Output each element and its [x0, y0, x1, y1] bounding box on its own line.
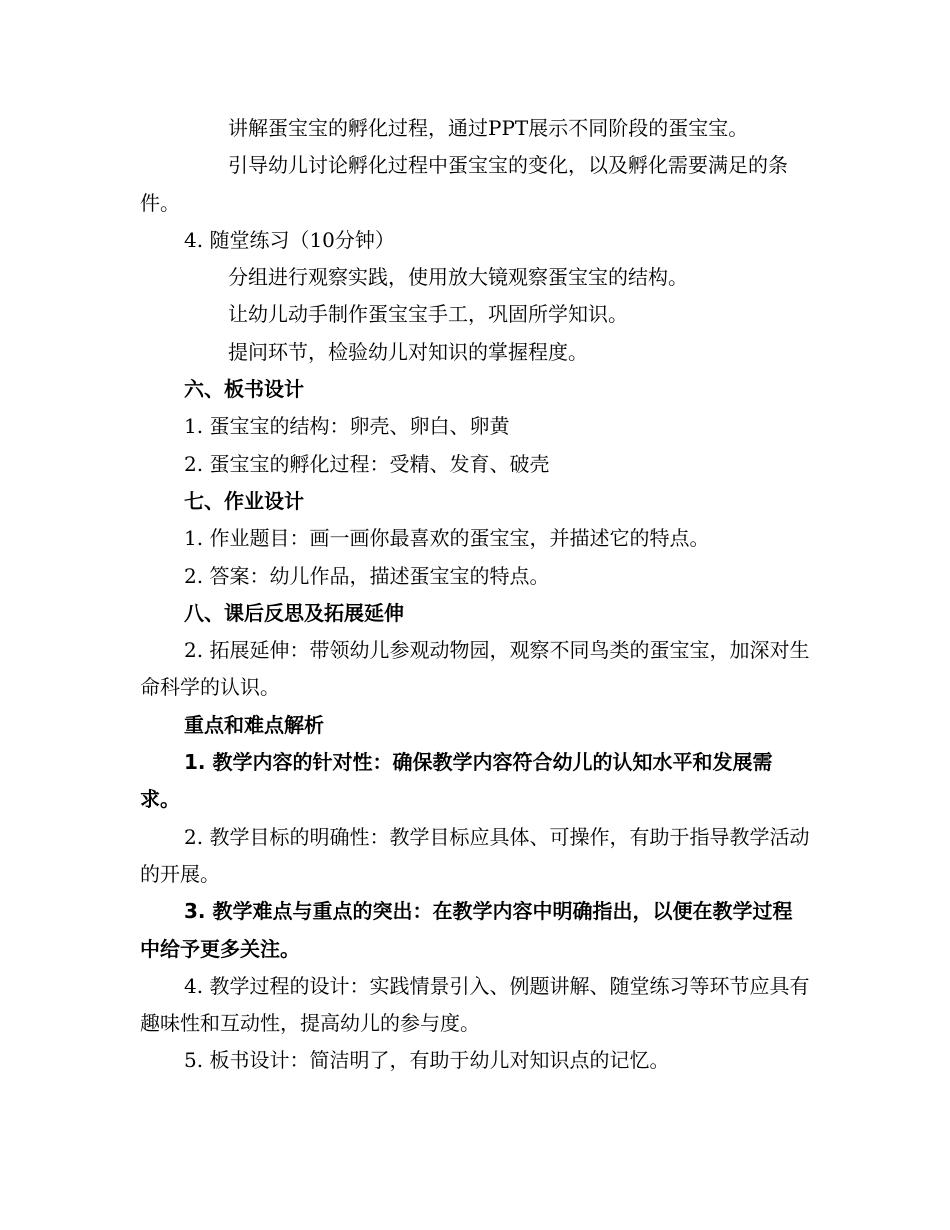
- paragraph-hatching-ppt: 讲解蛋宝宝的孵化过程，通过PPT展示不同阶段的蛋宝宝。: [228, 116, 749, 140]
- paragraph-practice-questions: 提问环节，检验幼儿对知识的掌握程度。: [228, 339, 588, 364]
- item-key-point-1: 1. 教学内容的针对性：确保教学内容符合幼儿的认知水平和发展需求。: [140, 750, 773, 812]
- item-key-point-3: 3. 教学难点与重点的突出：在教学内容中明确指出，以便在教学过程中给予更多关注。: [140, 899, 793, 961]
- item-reflection-extension: 2. 拓展延伸：带领幼儿参观动物园，观察不同鸟类的蛋宝宝，加深对生命科学的认识。: [140, 638, 810, 700]
- section-heading-homework: 七、作业设计: [184, 488, 304, 513]
- item-key-point-5: 5. 板书设计：简洁明了，有助于幼儿对知识点的记忆。: [184, 1048, 670, 1073]
- item-key-point-4: 4. 教学过程的设计：实践情景引入、例题讲解、随堂练习等环节应具有趣味性和互动性，提高幼儿的参与度。: [140, 973, 810, 1036]
- item-homework-answer: 2. 答案：幼儿作品，描述蛋宝宝的特点。: [184, 563, 550, 588]
- paragraph-hatching-discussion: 引导幼儿讨论孵化过程中蛋宝宝的变化，以及孵化需要满足的条件。: [140, 153, 788, 215]
- section-heading-blackboard: 六、板书设计: [184, 377, 304, 402]
- paragraph-practice-observe: 分组进行观察实践，使用放大镜观察蛋宝宝的结构。: [228, 265, 688, 290]
- section-heading-reflection: 八、课后反思及拓展延伸: [184, 600, 404, 625]
- item-blackboard-hatching: 2. 蛋宝宝的孵化过程：受精、发育、破壳: [184, 451, 550, 476]
- item-blackboard-structure: 1. 蛋宝宝的结构：卵壳、卵白、卵黄: [184, 414, 510, 439]
- item-homework-task: 1. 作业题目：画一画你最喜欢的蛋宝宝，并描述它的特点。: [184, 526, 710, 551]
- item-practice-heading: 4. 随堂练习（10分钟）: [184, 227, 395, 252]
- document-body: [140, 110, 810, 1080]
- item-key-point-2: 2. 教学目标的明确性：教学目标应具体、可操作，有助于指导教学活动的开展。: [140, 824, 810, 886]
- paragraph-practice-craft: 让幼儿动手制作蛋宝宝手工，巩固所学知识。: [228, 302, 628, 327]
- section-heading-key-points: 重点和难点解析: [184, 712, 324, 737]
